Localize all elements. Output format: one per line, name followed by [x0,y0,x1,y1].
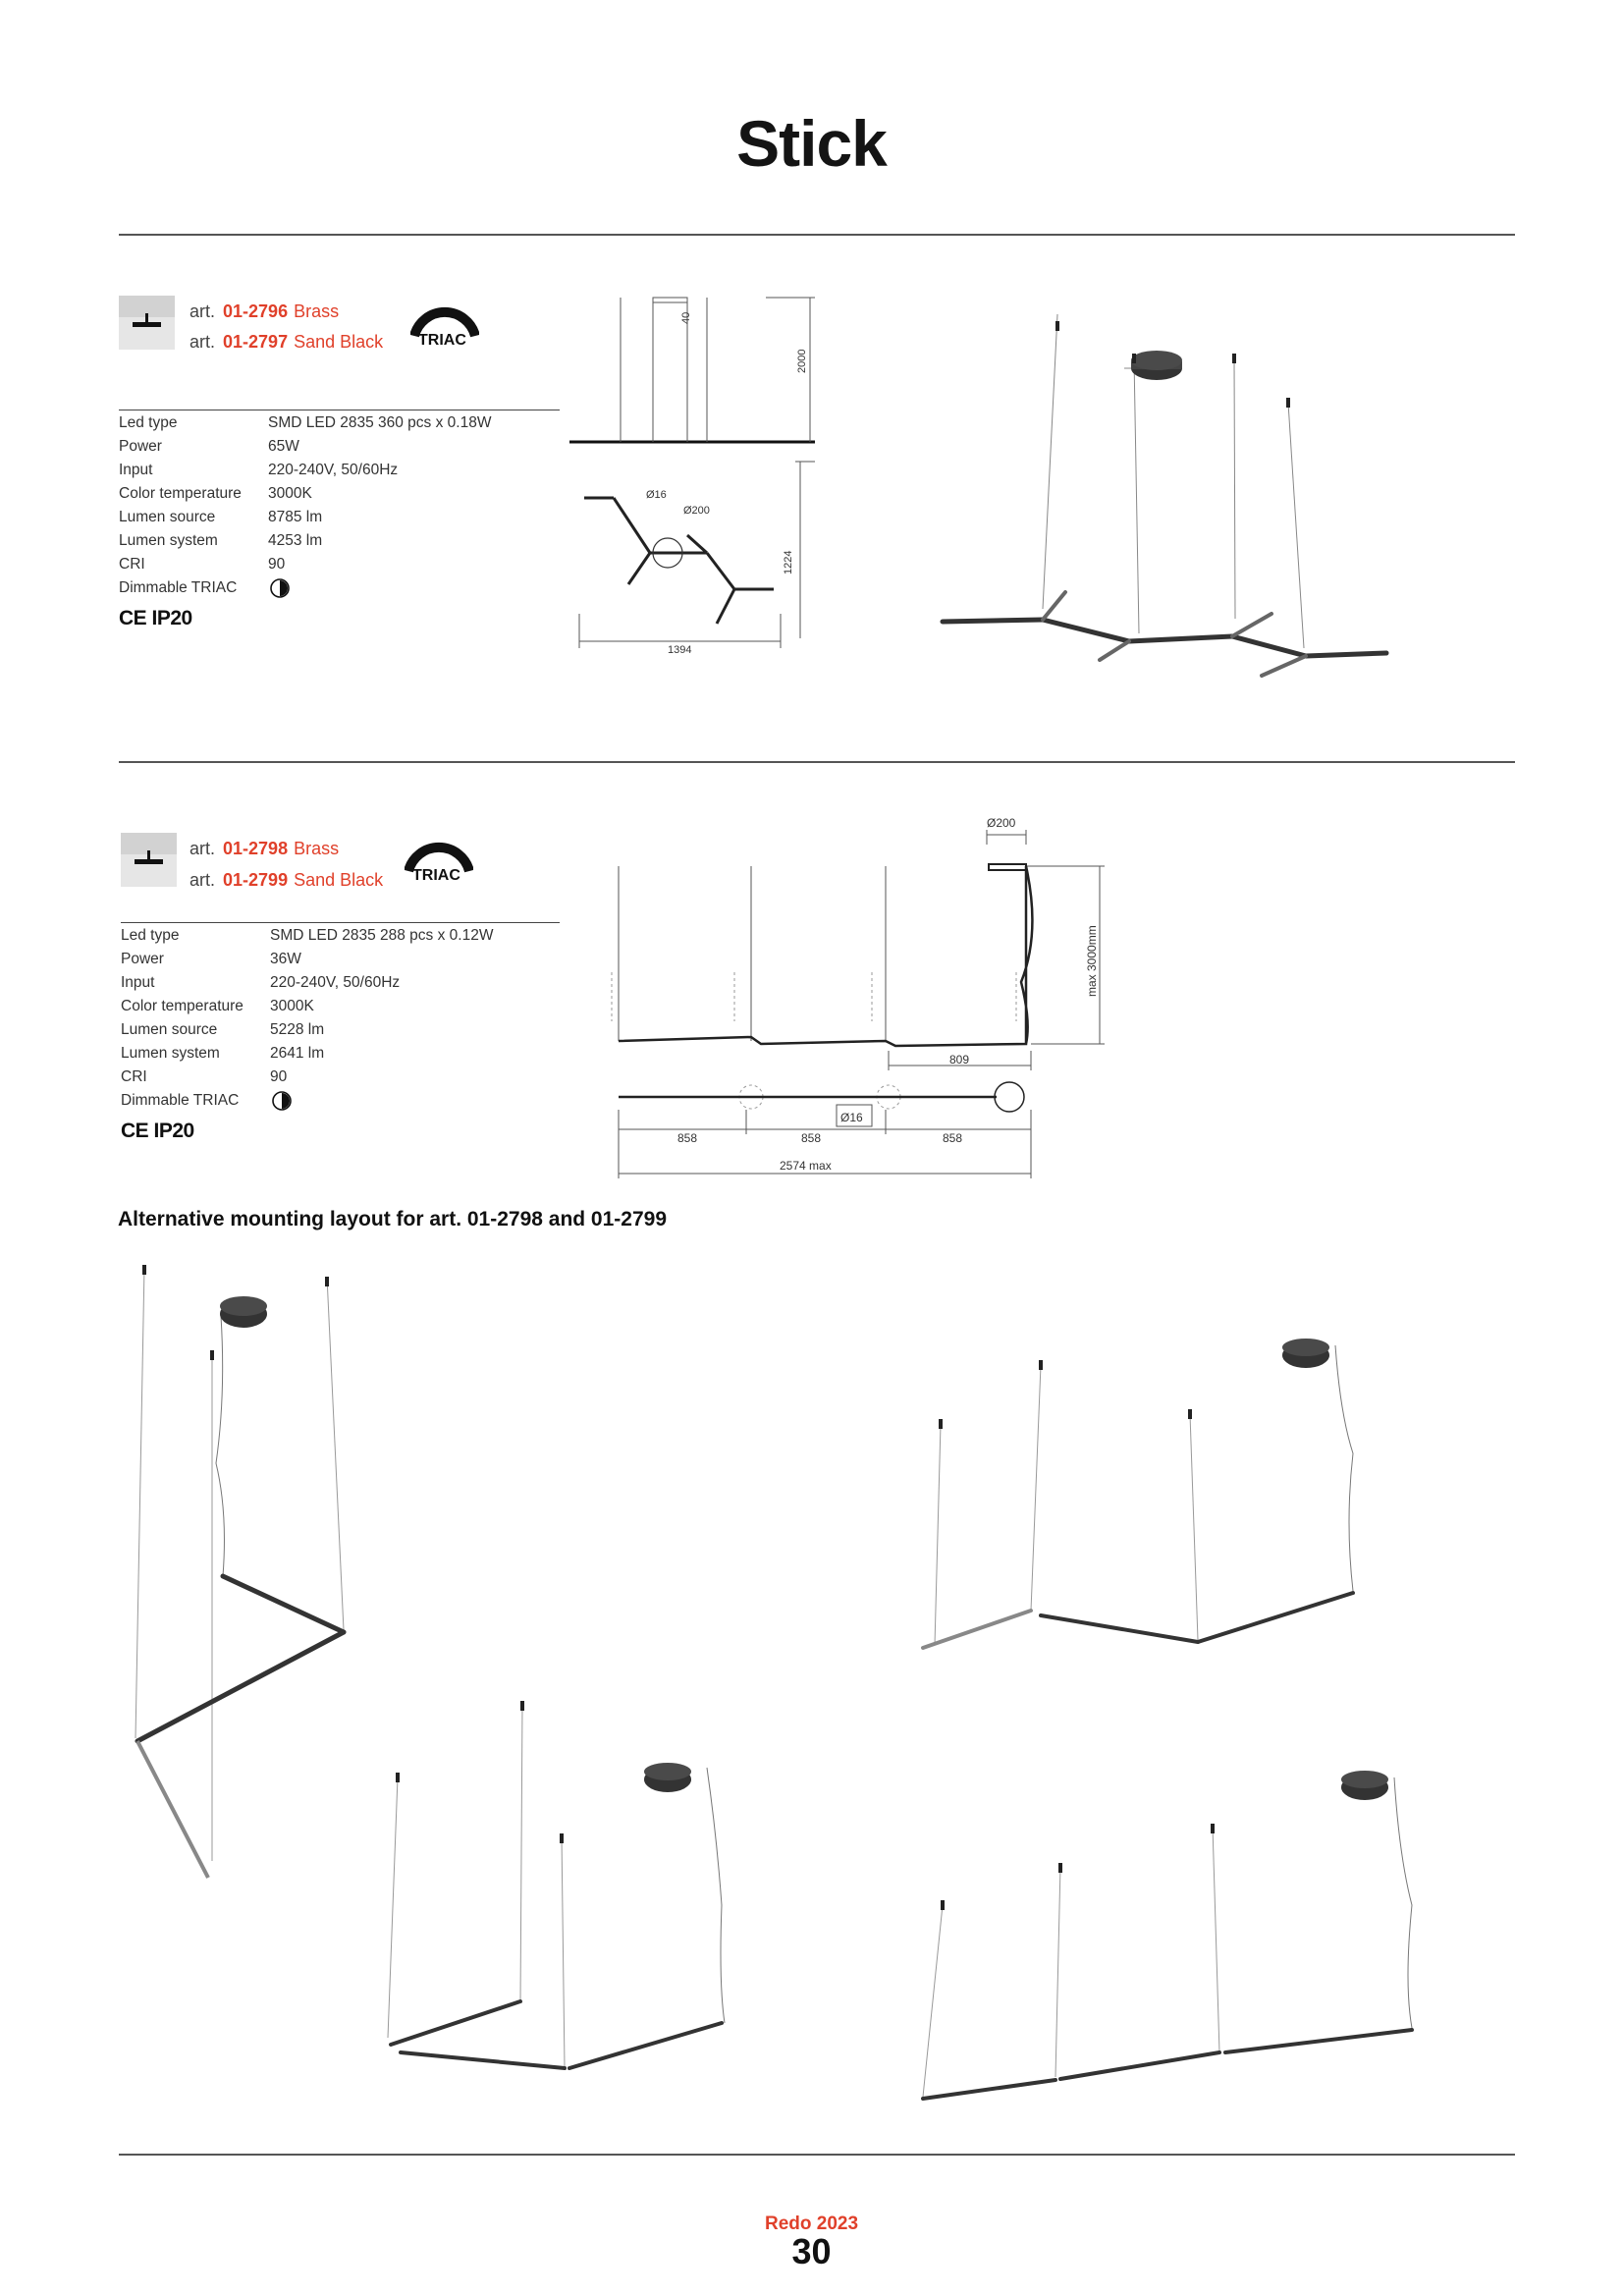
spec-value: 3000K [270,998,314,1014]
alt-layout-render-2 [913,1326,1365,1669]
triac-badge [405,838,473,889]
dim-label: max 3000mm [1085,925,1099,997]
article-code: 01-2799 [223,870,289,890]
spec-value: 2641 lm [270,1045,325,1062]
spec-value: SMD LED 2835 360 pcs x 0.18W [268,414,492,431]
divider-bottom [119,2154,1515,2156]
spec-row [121,1018,493,1042]
spec-value: 4253 lm [268,532,323,549]
product-2-spec-table [121,924,493,1121]
article-finish: Brass [294,301,340,321]
product-1-spec-table [119,411,491,608]
page-title: Stick [736,107,887,180]
spec-value: SMD LED 2835 288 pcs x 0.12W [270,927,494,944]
article-code: 01-2798 [223,839,289,858]
alt-layout-render-3 [373,1689,746,2082]
spec-key: Input [119,462,153,478]
product-1-technical-drawing [569,290,825,663]
spec-key: Lumen system [121,1045,220,1062]
dim-label: 809 [949,1053,970,1066]
dimmable-icon [268,576,292,608]
product-1-thumbnail [119,296,175,350]
product-2-article-2 [189,870,383,891]
dim-label: 858 [943,1131,963,1145]
spec-value: 3000K [268,485,312,502]
spec-value: 5228 lm [270,1021,325,1038]
spec-row [119,506,491,529]
spec-key: Dimmable TRIAC [121,1092,240,1109]
dim-label: 2000 [796,349,808,373]
spec-row [121,1089,493,1121]
spec-row [121,924,493,948]
spec-value: 36W [270,951,301,967]
spec-row [119,553,491,576]
product-2-article-1 [189,839,339,859]
art-label: art. [189,839,216,858]
spec-row [119,576,491,608]
spec-row [121,1042,493,1066]
spec-value: 220-240V, 50/60Hz [270,974,401,991]
spec-value: 65W [268,438,299,455]
dim-label: Ø16 [646,489,667,501]
product-2-certs: CE IP20 [121,1120,194,1142]
spec-value: 8785 lm [268,509,323,525]
spec-key: Lumen system [119,532,218,549]
dim-label: Ø200 [987,816,1016,830]
footer-brand: Redo 2023 [764,2214,859,2234]
spec-row [121,971,493,995]
dim-label: 40 [680,311,692,324]
product-2-technical-drawing [609,815,1119,1188]
spec-key: Power [121,951,164,967]
dim-label: 1224 [783,550,794,574]
spec-value: 90 [270,1068,288,1085]
dimmable-icon [270,1089,294,1121]
spec-key: Dimmable TRIAC [119,579,238,596]
spec-key: Input [121,974,155,991]
spec-row [121,1066,493,1089]
dim-label: Ø200 [683,505,710,517]
dim-label: 2574 max [780,1159,832,1173]
product-1-render [933,314,1404,687]
spec-row [119,529,491,553]
spec-key: Lumen source [121,1021,218,1038]
spec-key: Led type [119,414,178,431]
spec-value: 90 [268,556,286,573]
article-finish: Sand Black [294,870,384,890]
spec-key: Led type [121,927,180,944]
divider-top [119,234,1515,236]
triac-label: TRIAC [418,332,466,349]
triac-badge [410,302,479,354]
spec-row [119,459,491,482]
dim-label: Ø16 [840,1111,863,1124]
alt-layout-render-1 [118,1257,412,1895]
dim-label: 858 [677,1131,698,1145]
spec-key: CRI [119,556,145,573]
art-label: art. [189,870,216,890]
article-finish: Brass [294,839,340,858]
product-1-article-2 [189,332,383,353]
product-1-certs: CE IP20 [119,607,192,629]
spec-row [121,995,493,1018]
spec-row [119,482,491,506]
article-finish: Sand Black [294,332,384,352]
spec-value: 220-240V, 50/60Hz [268,462,399,478]
triac-label: TRIAC [412,867,460,884]
spec-key: CRI [121,1068,147,1085]
alternative-layout-heading: Alternative mounting layout for art. 01-2798 and 01-2799 [118,1208,668,1230]
art-label: art. [189,332,216,352]
spec-key: Color temperature [121,998,243,1014]
spec-key: Color temperature [119,485,242,502]
article-code: 01-2796 [223,301,289,321]
product-1-article-1 [189,301,339,322]
spec-row [119,435,491,459]
spec-key: Power [119,438,162,455]
product-2-thumbnail [121,833,177,887]
dim-label: 1394 [668,644,692,656]
spec-key: Lumen source [119,509,216,525]
article-code: 01-2797 [223,332,289,352]
dim-label: 858 [801,1131,822,1145]
art-label: art. [189,301,216,321]
page-number: 30 [791,2231,832,2271]
spec-divider [121,922,560,923]
spec-row [121,948,493,971]
alt-layout-render-4 [913,1748,1424,2121]
spec-row [119,411,491,435]
divider-middle [119,761,1515,763]
